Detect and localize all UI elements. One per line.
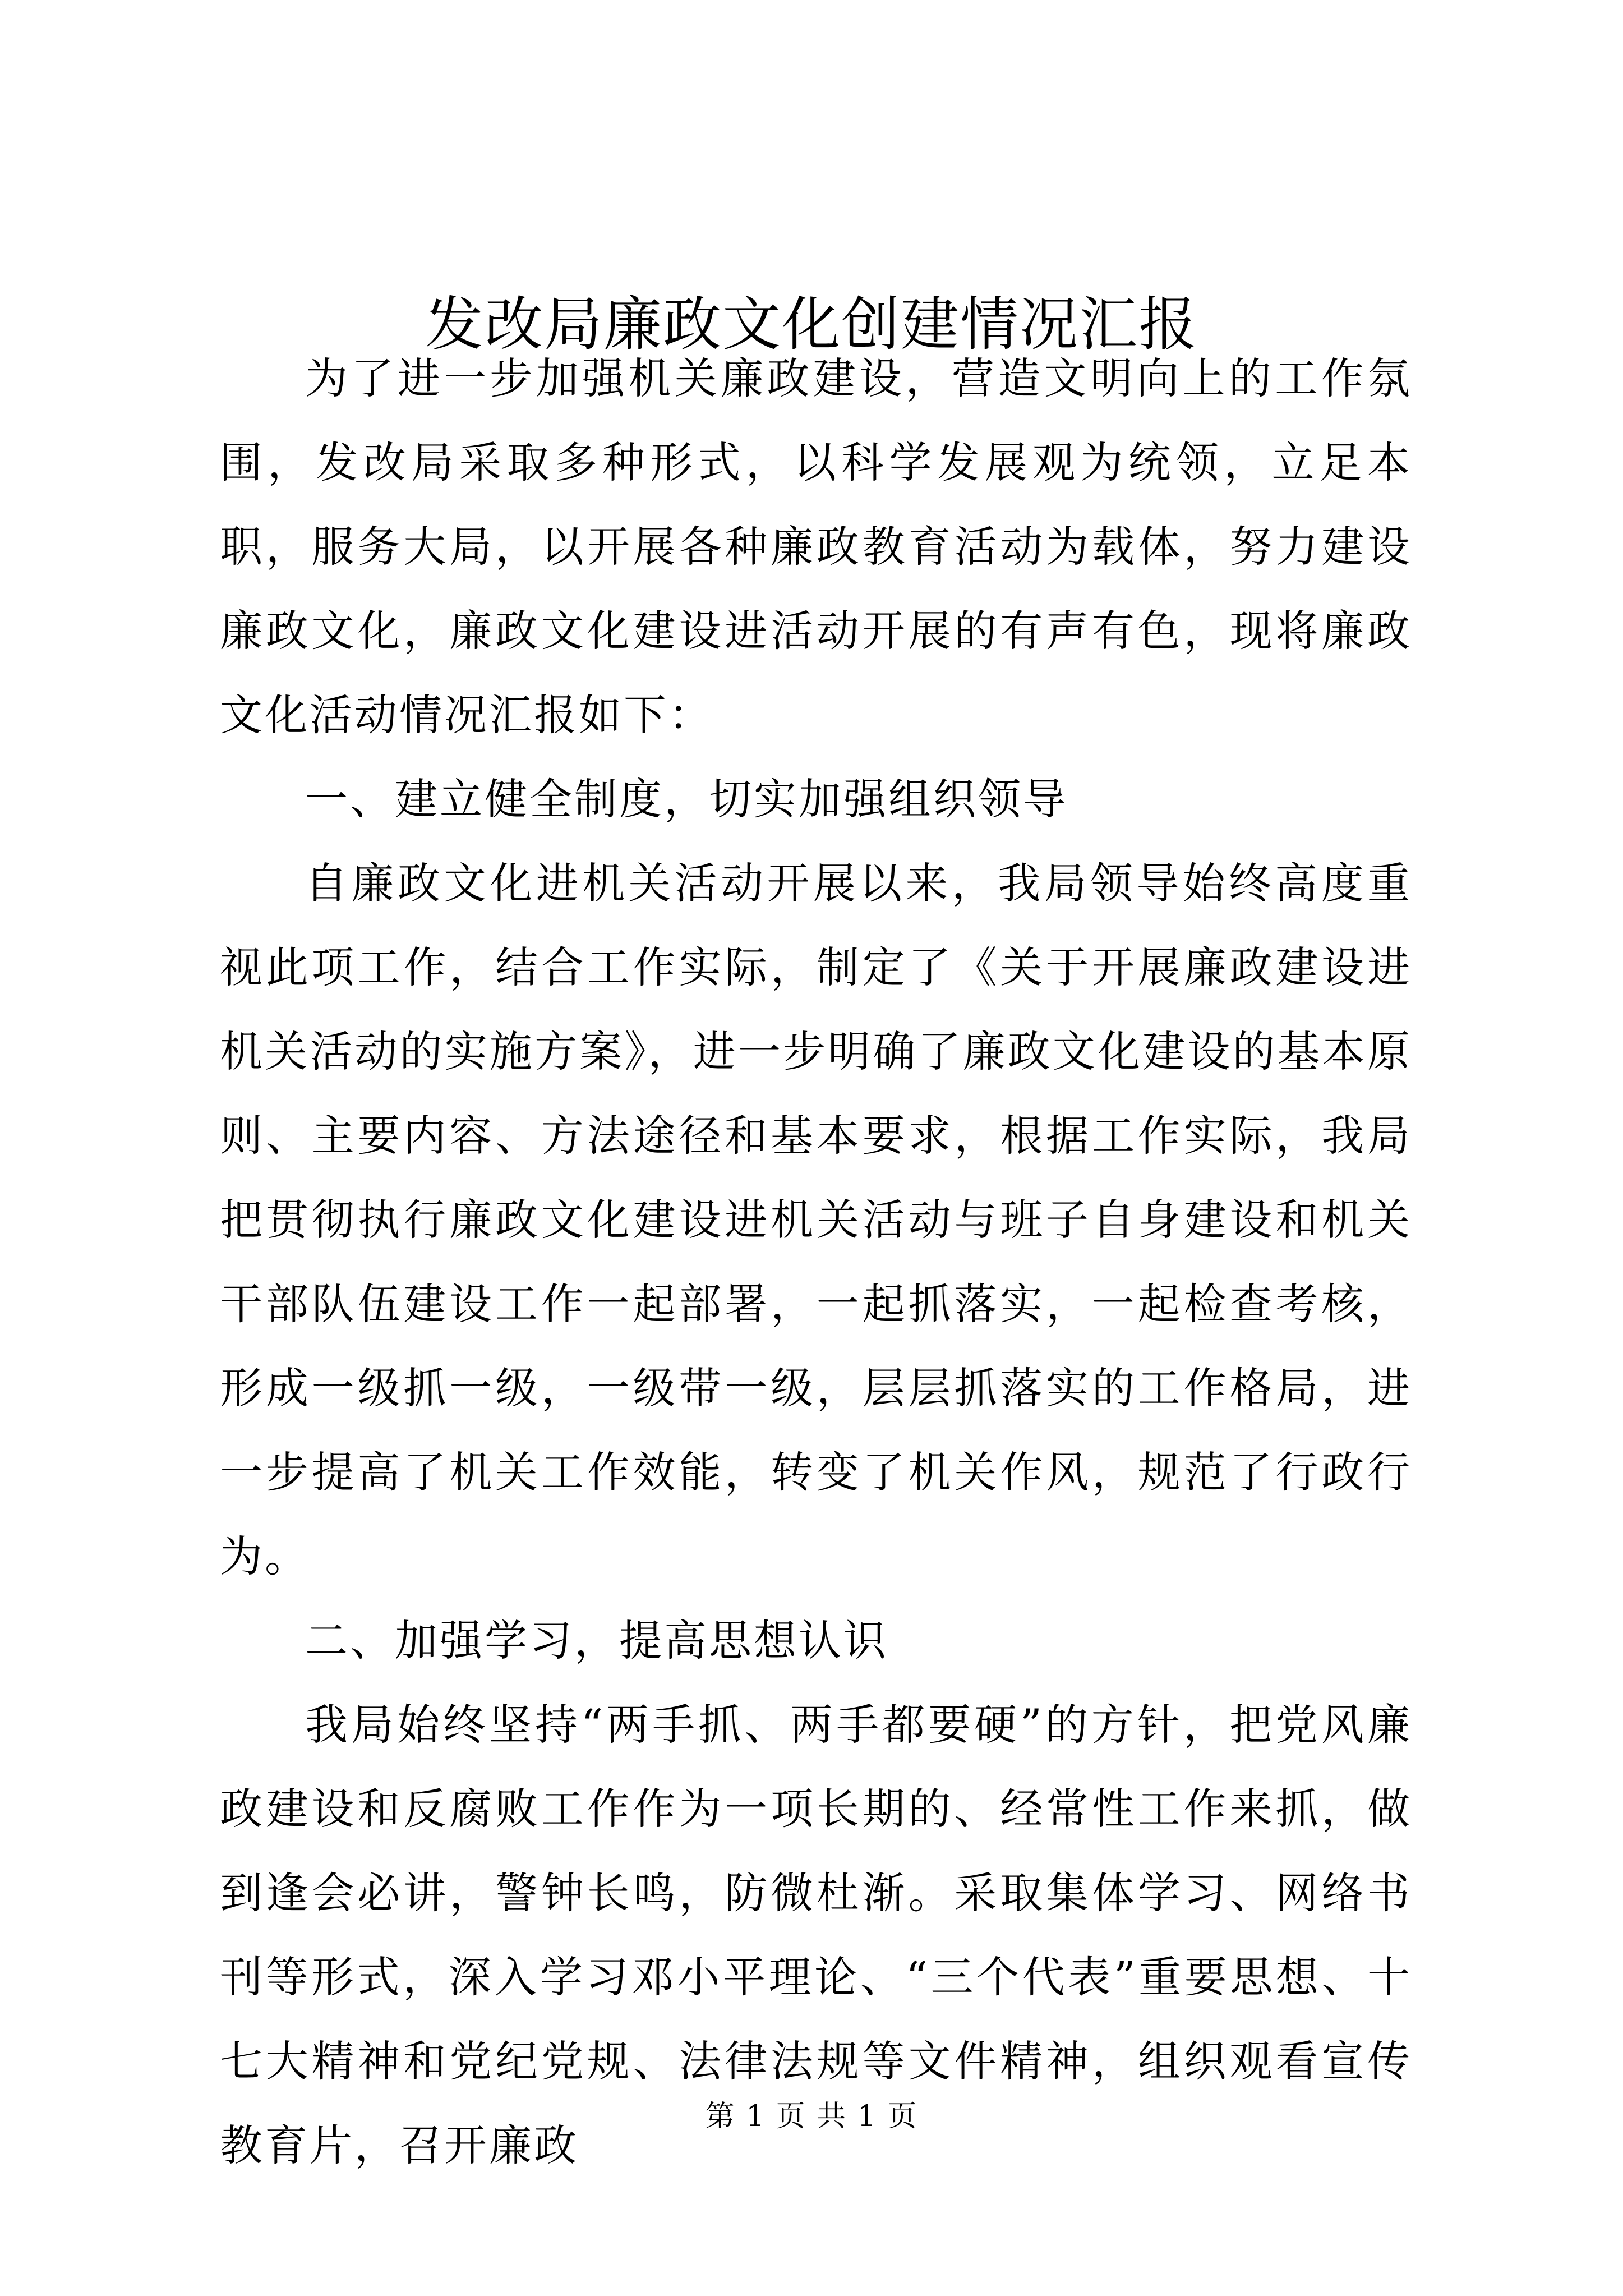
document-title: 发改局廉政文化创建情况汇报 [425, 290, 1198, 358]
section-body-2: 我局始终坚持“两手抓、两手都要硬”的方针，把党风廉政建设和反腐败工作作为一项长期的、经常性工作来抓，做到逢会必讲，警钟长鸣，防微杜渐。采取集体学习、网络书刊等形式，深入学习邓小平理论、“三个代表”重要思想、十七大精神和党纪党规、法律法规等文件精神，组织观看宣传教育片，召开廉政 [220, 1700, 1412, 2170]
section-heading-2: 二、加强学习，提高思想认识 [305, 1616, 888, 1665]
section-body-1: 自廉政文化进机关活动开展以来，我局领导始终高度重视此项工作，结合工作实际，制定了《关于开展廉政建设进机关活动的实施方案》，进一步明确了廉政文化建设的基本原则、主要内容、方法途径和基本要求，根据工作实际，我局把贯彻执行廉政文化建设进机关活动与班子自身建设和机关干部队伍建设工作一起部署，一起抓落实，一起检查考核，形成一级抓一级，一级带一级，层层抓落实的工作格局，进一步提高了机关工作效能，转变了机关作风，规范了行政行为。 [220, 858, 1412, 1581]
section-heading-1: 一、建立健全制度，切实加强组织领导 [305, 774, 1068, 824]
intro-paragraph: 为了进一步加强机关廉政建设，营造文明向上的工作氛围，发改局采取多种形式，以科学发展观为统领，立足本职，服务大局，以开展各种廉政教育活动为载体，努力建设廉政文化，廉政文化建设进活动开展的有声有色，现将廉政文化活动情况汇报如下： [220, 353, 1412, 740]
document-body [220, 337, 1412, 2188]
page-footer: 第 1 页 共 1 页 [705, 2100, 918, 2133]
